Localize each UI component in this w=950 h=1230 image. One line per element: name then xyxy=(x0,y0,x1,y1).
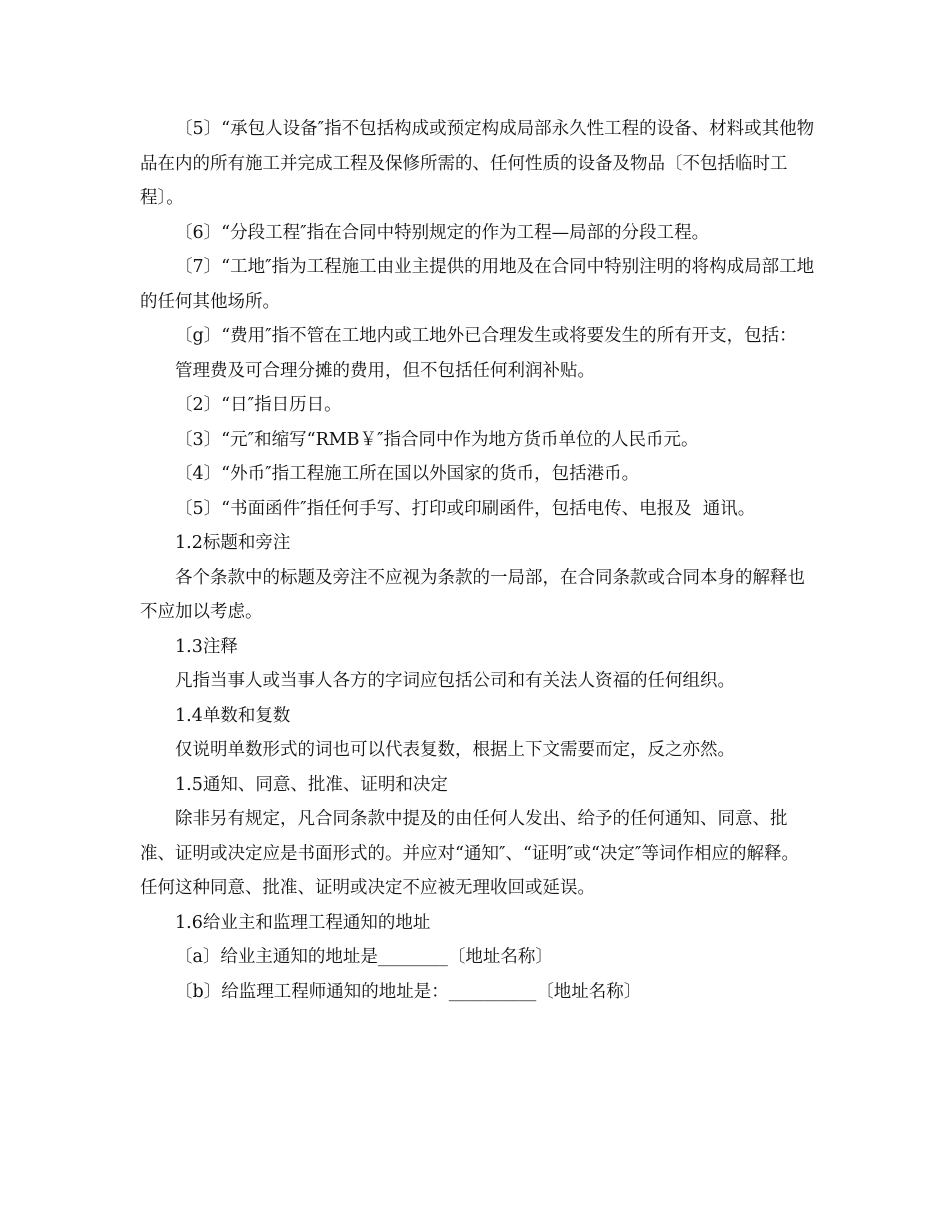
heading-1-5: 1.5通知、同意、批准、证明和决定 xyxy=(175,774,448,795)
heading-1-2: 1.2标题和旁注 xyxy=(175,533,291,553)
paragraph-section-works: 〔6〕“分段工程″指在合同中特别规定的作为工程—局部的分段工程。 xyxy=(175,222,710,243)
paragraph-site: 〔7〕“工地″指为工程施工由业主提供的用地及在合同中特别注明的将构成局部工地的任何其他场所。 xyxy=(140,257,815,312)
paragraph-interpretation: 凡指当事人或当事人各方的字词应包括公司和有关法人资福的任何组织。 xyxy=(175,671,735,691)
heading-1-6: 1.6给业主和监理工程通知的地址 xyxy=(175,912,431,933)
paragraph-cost: 〔g〕“费用″指不管在工地内或工地外已合理发生或将要发生的所有开支，包括： xyxy=(175,326,797,346)
paragraph-employer-address: 〔a〕给业主通知的地址是________〔地址名称〕 xyxy=(175,947,553,967)
paragraph-written-communication: 〔5〕“书面函件″指任何手写、打印或印刷函件，包括电传、电报及 通讯。 xyxy=(175,498,756,519)
paragraph-yuan: 〔3〕“元″和缩写“RMB￥″指合同中作为地方货币单位的人民币元。 xyxy=(175,429,699,450)
paragraph-notices: 除非另有规定，凡合同条款中提及的由任何人发出、给予的任何通知、同意、批准、证明或决定应是书面形式的。并应对“通知″、“证明″或“决定″等词作相应的解释。任何这种同意、批准、证明或决定不应被无理收回或延误。 xyxy=(140,809,799,898)
paragraph-singular-plural: 仅说明单数形式的词也可以代表复数，根据上下文需要而定，反之亦然。 xyxy=(175,740,735,760)
document-body xyxy=(140,112,815,1009)
paragraph-contractor-equipment: 〔5〕“承包人设备″指不包括构成或预定构成局部永久性工程的设备、材料或其他物品在内的所有施工并完成工程及保修所需的、任何性质的设备及物品〔不包括临时工程〕。 xyxy=(140,119,815,208)
paragraph-engineer-address: 〔b〕给监理工程师通知的地址是：__________〔地址名称〕 xyxy=(175,981,642,1002)
paragraph-headings-marginal-notes: 各个条款中的标题及旁注不应视为条款的一局部，在合同条款或合同本身的解释也不应加以考虑。 xyxy=(140,567,805,622)
paragraph-cost-detail: 管理费及可合理分摊的费用，但不包括任何利润补贴。 xyxy=(175,360,595,381)
heading-1-3: 1.3注释 xyxy=(175,636,238,657)
paragraph-foreign-currency: 〔4〕“外币″指工程施工所在国以外国家的货币，包括港币。 xyxy=(175,464,640,484)
heading-1-4: 1.4单数和复数 xyxy=(175,705,291,726)
paragraph-day: 〔2〕“日″指日历日。 xyxy=(175,395,342,415)
